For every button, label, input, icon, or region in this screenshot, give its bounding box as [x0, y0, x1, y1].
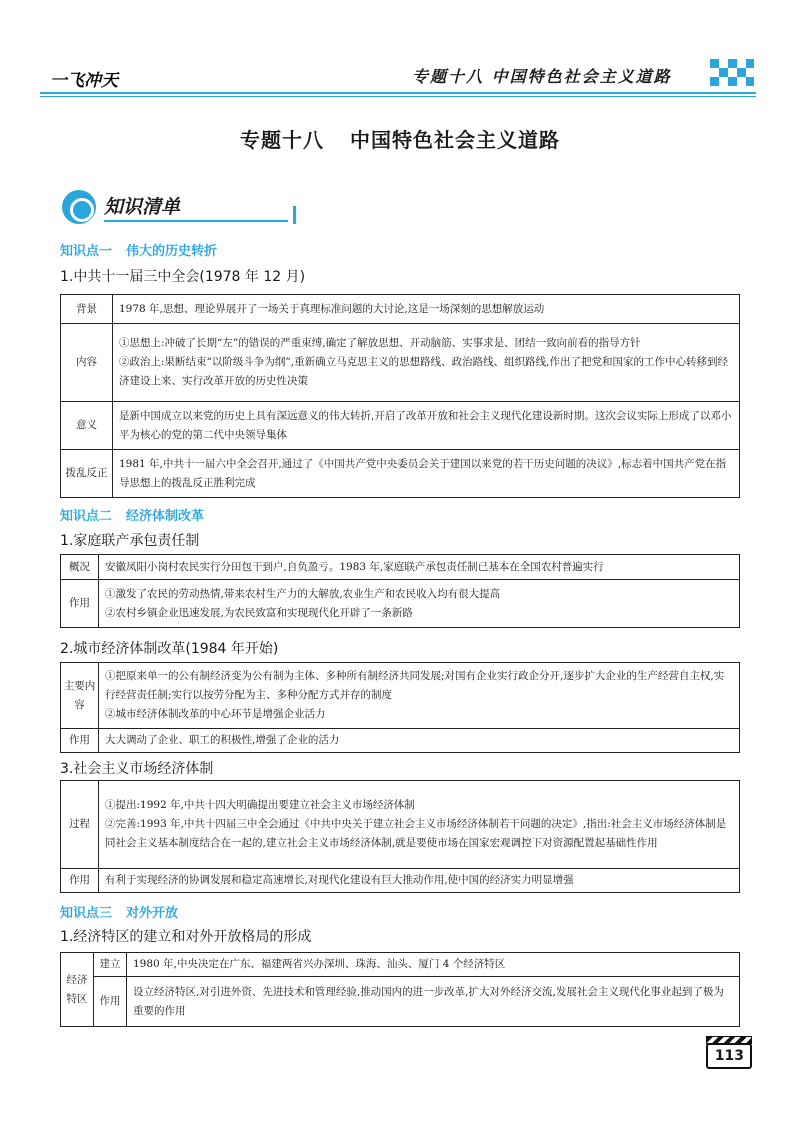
row-line: 设立经济特区,对引进外资、先进技术和管理经验,推动国内的进一步改革,扩大对外经济交流,发展社会主义现代化事业起到了极为重要的作用 — [133, 985, 724, 1017]
page-title-name: 中国特色社会主义道路 — [350, 128, 560, 152]
kp2-sub1: 1.家庭联产承包责任制 — [60, 533, 200, 549]
row-content — [99, 580, 740, 628]
row-label: 作用 — [61, 869, 99, 893]
banner-tick — [293, 206, 296, 224]
kp3-heading — [60, 902, 178, 921]
row-content — [113, 450, 740, 498]
table-row — [61, 450, 740, 498]
table-row — [61, 663, 740, 729]
kp3-table — [60, 952, 740, 1027]
checker-decoration — [710, 59, 754, 91]
row-content — [99, 555, 740, 580]
kp1-table — [60, 294, 740, 498]
table-row — [61, 869, 740, 893]
page-number: 113 — [714, 1048, 744, 1064]
kp1-heading — [60, 240, 217, 259]
row-line: 1981 年,中共十一届六中全会召开,通过了《中国共产党中央委员会关于建国以来党的若干历史问题的决议》,标志着中国共产党在指导思想上的拨乱反正胜利完成 — [119, 457, 727, 489]
group-label: 经济特区 — [61, 953, 94, 1027]
row-label: 过程 — [61, 781, 99, 869]
kp3-sub1: 1.经济特区的建立和对外开放格局的形成 — [60, 929, 312, 945]
row-line: 1980 年,中央决定在广东、福建两省兴办深圳、珠海、汕头、厦门 4 个经济特区 — [133, 958, 506, 970]
row-line: 是新中国成立以来党的历史上具有深远意义的伟大转折,开启了改革开放和社会主义现代化建设新时期。这次会议实际上形成了以邓小平为核心的党的第二代中央领导集体 — [119, 409, 732, 441]
row-label: 意义 — [61, 402, 113, 450]
section-banner — [60, 188, 296, 224]
row-content — [113, 295, 740, 324]
table-row — [61, 402, 740, 450]
row-line: ②城市经济体制改革的中心环节是增强企业活力 — [105, 708, 326, 720]
table-row — [61, 953, 740, 977]
row-label: 作用 — [61, 580, 99, 628]
table-row — [61, 295, 740, 324]
kp2-sub2: 2.城市经济体制改革(1984 年开始) — [60, 641, 279, 657]
brand-logo: 一飞冲天 — [50, 71, 118, 91]
table-row — [61, 781, 740, 869]
kp3-label: 知识点三 — [60, 906, 113, 921]
kp2-heading — [60, 505, 204, 524]
table-row — [61, 324, 740, 402]
row-content — [99, 663, 740, 729]
row-label: 作用 — [94, 977, 127, 1027]
row-label: 背景 — [61, 295, 113, 324]
row-content — [127, 977, 740, 1027]
banner-underline — [104, 220, 288, 222]
table-row — [61, 580, 740, 628]
kp3-title: 对外开放 — [126, 906, 179, 921]
kp2-title: 经济体制改革 — [126, 509, 205, 524]
row-content — [113, 402, 740, 450]
row-content — [99, 729, 740, 753]
page-title-topic: 专题十八 — [240, 128, 324, 152]
row-label: 概况 — [61, 555, 99, 580]
page-number-box — [706, 1043, 752, 1069]
page-title — [0, 124, 800, 153]
kp2-table2 — [60, 662, 740, 753]
page-header — [40, 56, 756, 102]
row-content — [99, 781, 740, 869]
table-row — [61, 729, 740, 753]
row-label: 内容 — [61, 324, 113, 402]
row-line: ①思想上:冲破了长期“左”的错误的严重束缚,确定了解放思想、开动脑筋、实事求是、团结一致向前看的指导方针 — [119, 337, 641, 349]
row-content — [127, 953, 740, 977]
row-line: ①激发了农民的劳动热情,带来农村生产力的大解放,农业生产和农民收入均有很大提高 — [105, 587, 501, 600]
kp1-sub1: 1.中共十一届三中全会(1978 年 12 月) — [60, 269, 306, 285]
row-line: 1978 年,思想、理论界展开了一场关于真理标准问题的大讨论,这是一场深刻的思想解放运动 — [119, 302, 545, 315]
header-rule — [40, 92, 756, 94]
row-line: ②政治上:果断结束“以阶级斗争为纲”,重新确立马克思主义的思想路线、政治路线、组织路线,作出了把党和国家的工作中心转移到经济建设上来、实行改革开放的历史性决策 — [119, 356, 728, 387]
row-label: 拨乱反正 — [61, 450, 113, 498]
row-line: 安徽凤阳小岗村农民实行分田包干到户,自负盈亏。1983 年,家庭联产承包责任制已基本在全国农村普遍实行 — [105, 560, 604, 573]
kp2-label: 知识点二 — [60, 509, 113, 524]
kp2-sub3: 3.社会主义市场经济体制 — [60, 761, 214, 777]
row-line: ②完善:1993 年,中共十四届三中全会通过《中共中央关于建立社会主义市场经济体制若干问题的决定》,指出:社会主义市场经济体制是同社会主义基本制度结合在一起的,建立社会主义市场经济体制,就是要使市场在国家宏观调控下对资源配置起基础性作用 — [105, 818, 727, 849]
puzzle-icon — [62, 190, 96, 224]
row-line: ①提出:1992 年,中共十四大明确提出要建立社会主义市场经济体制 — [105, 799, 415, 811]
kp1-title: 伟大的历史转折 — [126, 244, 218, 259]
row-label: 建立 — [94, 953, 127, 977]
kp2-table3 — [60, 780, 740, 893]
row-line: 有利于实现经济的协调发展和稳定高速增长,对现代化建设有巨大推动作用,使中国的经济实力明显增强 — [105, 874, 574, 886]
row-line: 大大调动了企业、职工的积极性,增强了企业的活力 — [105, 734, 340, 746]
kp2-table1 — [60, 554, 740, 628]
kp1-label: 知识点一 — [60, 244, 113, 259]
row-content — [99, 869, 740, 893]
row-content — [113, 324, 740, 402]
row-label: 作用 — [61, 729, 99, 753]
row-line: ②农村乡镇企业迅速发展,为农民致富和实现现代化开辟了一条新路 — [105, 606, 413, 619]
table-row — [61, 977, 740, 1027]
table-row — [61, 555, 740, 580]
row-line: ①把原来单一的公有制经济变为公有制为主体、多种所有制经济共同发展;对国有企业实行政企分开,逐步扩大企业的生产经营自主权,实行经营责任制;实行以按劳分配为主、多种分配方式并存的制度 — [105, 670, 725, 701]
header-rule-thin — [40, 96, 756, 97]
section-banner-label: 知识清单 — [104, 196, 181, 218]
row-label: 主要内容 — [61, 663, 99, 729]
header-title: 专题十八 中国特色社会主义道路 — [412, 67, 672, 86]
